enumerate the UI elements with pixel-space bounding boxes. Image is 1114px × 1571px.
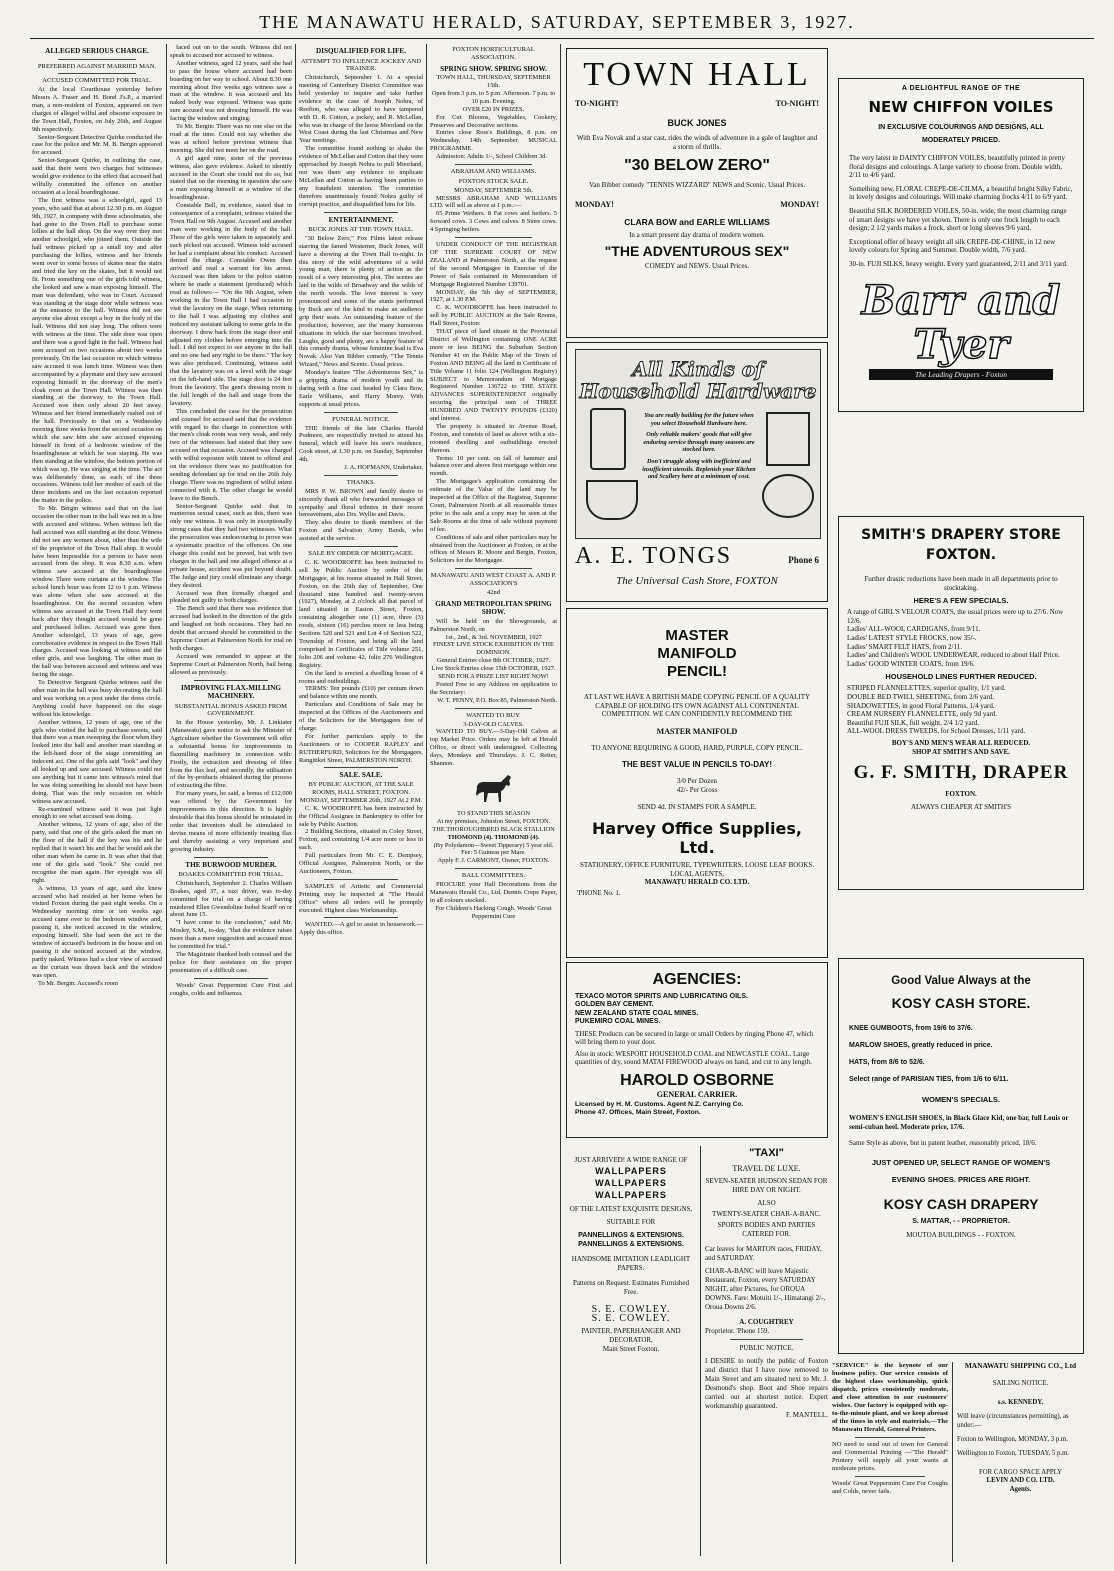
divider xyxy=(324,917,398,918)
divider xyxy=(58,59,136,60)
paragraph: This concluded the case for the prosecution and counsel for accused said that the evidence with regard to the charge in connection with the men's cloak room was very weak, and only two of the witnesses had stated that they saw accused on that occasion. Accused was charged with wilful exposure with intent to offend and on the evidence there was no justification for sending defendant up for trial on the 26th July charge. There was no ingredient of wilful intent connected with it. The other charge he would leave to the Bench. xyxy=(170,407,292,502)
advert-title: FOXTON. xyxy=(925,547,997,563)
subheadline: BUCK JONES AT THE TOWN HALL. xyxy=(308,226,414,233)
film-title: "30 BELOW ZERO" xyxy=(624,157,770,175)
divider xyxy=(855,1437,925,1438)
film-description: In a smart present day drama of modern women. xyxy=(629,230,765,239)
product-description: WOMEN'S ENGLISH SHOES, in Black Glace Kid, one bar, full Louis or semi-cuban heel. Moderate price, 17/6. xyxy=(849,1114,1069,1131)
monday-label: MONDAY! xyxy=(780,199,819,209)
paragraph: To Detective Sergeant Quirke witness said the other man in the hall was busy decorating the hall and was working on a post under the dress circle. Anything could have happened on the stage without his knowledge. xyxy=(32,679,162,718)
paragraph: To Mr. Bergin witness said that on the last occasion the other man in the hall was not in a line with accused and witness. When witness left the hall accused was still standing at the door. Witness did not see any women about, other than the wife of the proprietor of the Town Hall shop. It would have been impossible for a person to have seen accused from the shop. It was 8.30 a.m. when witness saw accused at the boardinghouse window. There were curtains at the window. The school lunch hour was from 12 to 1 p.m. Witness was alone when she saw accused at the boardinghouse. On the second occasion when witness saw accused at the Town Hall they went back after they thought accused would be gone and purchased lollies. Accused was gone then. Another schoolgirl, 13 years of age, gave corroborative evidence in respect to the Town Hall charges. Accused was looking at witness and the other girls, and was laughing. The other man in the hall was between accused and witness and was facing the stage. xyxy=(32,505,162,679)
ship-name: s.s. KENNEDY. xyxy=(997,1398,1044,1406)
special-list xyxy=(847,684,1075,736)
paragraph: Christchurch, September 1. At a special meeting of Canterbury District Committee was held yesterday to inquire and take further evidence in the case of Joseph Nohra, of Reefton, who was alleged to have tampered with D. R. Cotton, a jockey, and R. McLellan, who was in charge of the horse Moorland on the West Coast during the last Christmas and New Year meetings. xyxy=(299,74,423,145)
paragraph: Another witness, 12 years of age, also of the party, said that one of the girls asked the man on the floor of the hall if the key was his and he replied that it wasn't his and that he would ask the other man when he came in. It was after that that one of the girls said "look." She could not recognise the man again. Her eyesight was all right. xyxy=(32,821,162,884)
paragraph: The property is situated in Avenue Road, Foxton, and consists of land as above with a six-roomed dwelling and outbuildings erected thereon. xyxy=(430,422,557,454)
notice-heading: MANAWATU SHIPPING CO., Ltd xyxy=(964,1362,1077,1370)
advert-text: LOCAL AGENTS, xyxy=(670,869,724,878)
divider xyxy=(730,1339,804,1340)
paragraph: C. K. WOODROFFE has been instructed to sell by PUBLIC AUCTION at the Sale Rooms, Hall Street, Foxton: xyxy=(430,304,557,328)
paragraph: "I have come to the conclusion," said Mr. Mosley, S.M., to-day, "that the evidence raises more than a mere suggestion and accused must be committed for trial." xyxy=(170,919,292,951)
paragraph: TERMS: Ten pounds (£10) per centum down and balance within one month. xyxy=(299,685,423,701)
agency-item: TEXACO MOTOR SPIRITS AND LUBRICATING OILS. xyxy=(575,993,748,1000)
advert-title: TOWN HALL xyxy=(583,56,811,93)
illustration-text-line: Don't struggle along with inefficient and insufficient utensils. Replenish your Kitchen and Scullery here at a minimum of cost. xyxy=(642,457,756,481)
taxi-advert xyxy=(700,1146,828,1556)
headline: SPRING SHOW. SPRING SHOW. xyxy=(440,64,547,73)
product-name: MASTER MANIFOLD xyxy=(656,726,738,736)
agencies-advert xyxy=(566,962,828,1138)
product-line: MARLOW SHOES, greatly reduced in price. xyxy=(849,1042,993,1049)
subheadline: PREFERRED AGAINST MARRIED MAN. xyxy=(37,62,157,70)
paragraph: For many years, he said, a bonus of £12,000 was offered by the Government for improvements in this direction. It is highly desirable that this bonus should be reinstated in order that inventors shall be stimulated to devise means of more efficiently treating flax and thereby assisting a very important and growing industry. xyxy=(170,790,292,853)
price: 42/- Per Gross xyxy=(676,785,718,794)
jug-icon xyxy=(590,408,626,470)
paragraph: BY PUBLIC AUCTION, AT THE SALE ROOMS, HALL STREET, FOXTON. xyxy=(308,780,414,796)
advert-text: FOR CARGO SPACE APPLY xyxy=(978,1468,1063,1476)
notice-heading: ABRAHAM AND WILLIAMS. xyxy=(450,168,537,176)
column-divider xyxy=(560,44,561,1564)
advert-text: EVENING SHOES. PRICES ARE RIGHT. xyxy=(891,1174,1031,1184)
divider xyxy=(194,857,267,858)
paragraph: To Mr. Bergin: There was no one else on the road at the time. Could not say whether she was at school before previous witness that morning. She did not meet her on the road. xyxy=(170,123,292,154)
paragraph: A witness, 13 years of age, said she knew accused who had resided at her home when he visited Foxton during the past eight weeks. On a Wednesday morning nine or ten weeks ago accused came over to the bedroom window and, passing it, she noticed accused in the window, exposing himself. She had seen the act in the window of accused's bedroom in the house and on passing it she noticed accused at the window, partly naked. Witness had a clear view of accused as the curtain was drawn back and the window was open. xyxy=(32,884,162,979)
paragraph: "30 Below Zero," Fox Films latest release starring the famed Westerner, Buck Jones, will have a showing at the Town Hall to-night. In this story of the wild adventures of a wild young man, there is plenty of action as the result of a very interesting plot. The scenes are laid in the wilds of Broadway and the wilds of the north woods. The love interest is very pronounced and some of the stunts performed by Buck are of the kind to make an audience grip their seats. An outstanding feature of the production, however, are the many humorous situations in which the star becomes involved. Laughs, good and plenty, are a happy feature of this comedy drama, whose feminine lead is Eva Novak. Also Van Bibber comedy, "The Tennis Wizard," News and Scenic. Usual prices. xyxy=(299,234,423,369)
section-heading: HOUSEHOLD LINES FURTHER REDUCED. xyxy=(885,672,1037,682)
schedule-item: Wellington to Foxton, TUESDAY, 5 p.m. xyxy=(957,1450,1070,1458)
advert-text: SEVEN-SEATER HUDSON SEDAN FOR HIRE DAY OR NIGHT. xyxy=(705,1177,828,1194)
notice-heading: WANTED TO BUY. xyxy=(466,711,521,719)
headline: THE BURWOOD MURDER. xyxy=(185,860,277,869)
store-tagline: The Universal Cash Store, FOXTON xyxy=(616,575,778,587)
list-item: Ladies' LATEST STYLE FROCKS, now 35/-. xyxy=(847,633,977,642)
paragraph: MESSRS ABRAHAM AND WILLIAMS LTD. will sell as above at 1 p.m.:— xyxy=(430,194,557,210)
company-name: KOSY CASH DRAPERY xyxy=(883,1195,1039,1212)
chiffon-voiles-advert xyxy=(838,78,1084,412)
masthead: THE MANAWATU HERALD, SATURDAY, SEPTEMBER 3, 1927. xyxy=(259,12,855,32)
advert-text: AT LAST WE HAVE A BRITISH MADE COPYING PENCIL OF A QUALITY CAPABLE OF HOLDING ITS OWN AGAINST ALL CONTINENTAL COMPETITION. WE CAN CONFIDENTLY RECOMMEND THE xyxy=(583,693,811,719)
headline: GRAND METROPOLITAN SPRING SHOW. xyxy=(435,599,552,617)
paragraph: PROCURE your Hall Decorations from the Manawatu Herald Co., Ltd. Dennis Crepe Paper, in all colours stocked. xyxy=(430,881,557,904)
advert-text: SEND 4d. IN STAMPS FOR A SAMPLE. xyxy=(637,802,757,811)
paragraph: 1st., 2nd., & 3rd. NOVEMBER, 1927 xyxy=(445,633,542,641)
headline: ALLEGED SERIOUS CHARGE. xyxy=(45,47,149,55)
advert-text: Further drastic reductions have been made in all departments prior to stocktaking. xyxy=(864,575,1058,592)
signature: F. MANTELL. xyxy=(785,1411,828,1419)
address: Main Street Foxton. xyxy=(602,1345,660,1353)
notice-heading: MANAWATU AND WEST COAST A. AND P. ASSOCIATION'S xyxy=(430,572,557,588)
paragraph: The first witness was a schoolgirl, aged 13 years, who said that at about 12.30 p.m. on August 9th, 1927, in company with three schoolmates, she had gone to the Town Hall to purchase some lollies at the hall shop. On the way over they met another schoolgirl, who joined them. Outside the hall witness picked up a small toy and after purchasing the lollies, witness and her friends went over to some boxes of skates near the stairs and tried the key on the skates, but it would not fit. From something one of the girls told witness, she looked and saw a man exposing himself. The man was defendant, who was in Court. Accused was standing at the stage door while witness was at the entrance to the hall. Witness did not see anyone else about except a boy in the body of the hall. Witness did not stay long. The others were with witness at the time. The side door was open and there was a good light in the hall. Witness had seen accused on two occasions about two weeks previously. On the last occasion on which witness saw accused it was lunch time. Witness was then accompanied by a playmate and they saw accused exposing himself in the doorway of the men's cloak room at the Town Hall. Witness was then standing at the doorway to the Town Hall. Accused was then only about 20 feet away. Witness and her friend immediately rushed out of the hall. Previously to that on a Wednesday morning three weeks from the second occasion on which she saw him she saw accused exposing himself in front of a bedroom window of the boardinghouse at which he was staying. He was then standing at the window, the bottom portion of which was up. He was singing at the time. The act was deliberately done, as each of the three occasions. Witness told her mother of each of the three incidents and on the last occasion reported the matter to the police. xyxy=(32,196,162,505)
product-description: Same Style as above, but in patent leather, reasonably priced, 18/6. xyxy=(849,1139,1037,1148)
divider xyxy=(324,879,398,880)
advert-title: SMITH'S DRAPERY STORE xyxy=(861,527,1061,543)
advert-text: I DESIRE to notify the public of Foxton and district that I have now removed to Main Street and am situated next to Mr. J. Desmond's shop. Boot and Shoe repairs carried out at shortest notice. Expert workmanship guaranteed. xyxy=(705,1357,828,1410)
divider xyxy=(455,568,531,569)
headline: SALE. SALE. xyxy=(339,771,383,780)
advert-text: Also in stock: WESPORT HOUSEHOLD COAL and NEWCASTLE COAL. Large quantities of dry, sound MATAI FIREWOOD always on hand, and cut to any length. xyxy=(575,1049,812,1067)
paragraph: Senior-Sergeant Quirke said that in numerous sexual cases, such as this, there was only one witness. It was only in exceptionally strong cases that they had two witnesses. What the prosecution was endeavouring to prove was a systematic practice of the offences. On one charge this could not be proved, but with two charges in the hall and one alleged offence at a private house, accident was put beyond doubt. The Judge and jury could eliminate any charge they desired. xyxy=(170,502,292,589)
phone-number: 'PHONE No. 1. xyxy=(577,888,621,897)
paragraph: MONDAY, SEPTEMBER 26th, 1927 At 2 P.M. xyxy=(299,796,423,804)
product-line: HATS, from 8/6 to 52/6. xyxy=(849,1059,925,1066)
paragraph: Woods' Great Peppermint Cure First aid coughs, colds and influenza. xyxy=(170,981,292,997)
divider xyxy=(194,680,267,681)
paragraph: Full particulars from Mr. C. E. Dempsey, Official Assignee, Palmerston North, or the Auctioneers, Foxton. xyxy=(299,852,423,875)
proprietor-name: S. MATTAR, - - PROPRIETOR. xyxy=(912,1217,1010,1225)
wallpapers-advert xyxy=(566,1146,696,1556)
paragraph: A girl aged nine, sister of the previous witness, also gave evidence. Asked to identify accused in the Court she could not do so, but stated that on the morning in question she saw a man exposing himself at a window of the boardinghouse. xyxy=(170,154,292,202)
advert-row xyxy=(575,99,819,108)
advert-slogan: ALWAYS CHEAPER AT SMITH'S xyxy=(910,802,1012,811)
advert-text: ALSO xyxy=(757,1199,776,1207)
agency-item: PUKEMIRO COAL MINES. xyxy=(575,1018,661,1026)
advert-text: THESE Products can be secured in large or small Orders by ringing Phone 47, which will bring them to your door. xyxy=(575,1029,814,1047)
paragraph: To Mr. Bergin: Accused's room xyxy=(38,979,118,987)
advert-slogan: THE BEST VALUE IN PENCILS TO-DAY! xyxy=(621,760,773,770)
paragraph: The Magistrate thanked both counsel and the police for their assistance on the proper presentation of a difficult case. xyxy=(170,950,292,974)
divider xyxy=(855,1476,925,1477)
product-description: The very latest in DAINTY CHIFFON VOILES, beautifully printed in pretty floral designs and colourings. A large variety to choose from. Double width, 2/11 to 4/6 yard. xyxy=(849,154,1065,180)
paragraph: 65 Prime Wethers. 8 Fat cows and heifers. 5 forward cows. 3 Cows and calves. 8 Store cows. 4 Springing heifers. xyxy=(430,210,557,234)
advert-text: SAILING NOTICE. xyxy=(992,1380,1049,1388)
paragraph: The Mortgagee's application containing the estimate of the Value of the land may be inspected at the Office of the Registrar, Supreme Court, Palmerston North at all reasonable times prior to the sale and a copy may be seen at the Sale Rooms at the time of sale without payment of fee. xyxy=(430,478,557,533)
paragraph: C. K. WOODROFFE has been instructed by the Official Assignee in Bankruptcy to offer for sale by Public Auction. xyxy=(299,804,423,828)
paragraph: Senior-Sergeant Detective Quirke conducted the case for the police and Mr. M. B. Bergin appeared for accused. xyxy=(32,133,162,157)
notice-heading: THANKS. xyxy=(346,478,376,486)
paragraph: MONDAY, the 5th day of SEPTEMBER, 1927, at 1.30 P.M. xyxy=(430,288,557,304)
town-hall-advert xyxy=(566,48,828,338)
barr-and-tyer-logo xyxy=(855,276,1067,379)
star-name: CLARA BOW and EARLE WILLIAMS xyxy=(624,216,770,227)
advert-text: Patterns on Request. Estimates Furnished Free. xyxy=(572,1279,690,1296)
star-name: BUCK JONES xyxy=(667,118,727,128)
paragraph: Senior-Sergeant Quirke, in outlining the case, said that there were two charges but witnesses would give evidence to the effect that accused had wilfully committed the offence on another occasion at a local boardinghouse. xyxy=(32,157,162,196)
paragraph: Constable Bell, in evidence, stated that in consequence of a complaint, witness visited the Town Hall on 9th August. Accused and another man were working in the body of the hall. Three of the girls were taken in separately and each picked out accused. Witness told accused he had a complaint about his conduct. Accused denied the charge. Constable Owen then arrived and read a warrant for his arrest. Accused was then taken to the police station where he made a statement (produced) which read as follows:— "On the 9th August, when working in the Town Hall I had occasion to visit the lavatory on the stage. When returning to the hall I was adjusting my clothes and noticed my assistant talking to some girls in the doorway. I drew back from the stage door and adjusted my clothes before emerging into the hall. I did not expect to see anyone in the hall and no one had any right to be there." The key was also produced. Continuing, witness said that the lavatory was on a level with the stage on the left-hand side. The stage door is 24 feet from the lavatory. The gent's dressing room is the full length of the hall and stage from the lavatory. xyxy=(170,202,292,407)
supporting-programme: COMEDY and NEWS. Usual Prices. xyxy=(645,262,749,271)
product-description: Something new, FLORAL CREPE-DE-CILMA, a beautiful bright Silky Fabric, in lovely designs and colourings. Will make charming frocks 4/11 to 6/9 yard. xyxy=(849,184,1073,202)
notice-heading: FUNERAL NOTICE. xyxy=(332,415,390,423)
smiths-drapery-advert xyxy=(838,516,1084,890)
advert-text: IN EXCLUSIVE COLOURINGS AND DESIGNS, ALL xyxy=(878,124,1044,131)
film-description: With Eva Novak and a star cast, rides the winds of adventure in a gale of laughter and a storm of thrills. xyxy=(576,134,818,151)
paragraph: Christchurch, September 2. Charles William Boakes, aged 37, a taxi driver, was to-day committed for trial on a charge of having murdered Ellen Gwendoline Isobel Scarff on or about June 15. xyxy=(170,879,292,919)
article-column-2 xyxy=(170,44,292,1564)
product-description: Exceptional offer of heavy weight all silk CREPE-DE-CHINE, in 12 new lovely colours for Spring and Summer. Double width, 7/6 yard. xyxy=(849,237,1056,255)
store-name: A. E. TONGS xyxy=(575,543,733,569)
product-line: KNEE GUMBOOTS, from 19/6 to 37/6. xyxy=(849,1025,973,1032)
divider xyxy=(455,237,531,238)
divider xyxy=(455,708,531,709)
article-column-4 xyxy=(430,44,557,1564)
paragraph: UNDER CONDUCT OF THE REGISTRAR OF THE SUPREME COURT OF NEW ZEALAND at Palmerston North, at the request of the second Mortgagee in Exercise of the Power of Sale contained in Memorandum of Mortgage Registered Number 139701. xyxy=(430,241,557,288)
divider xyxy=(324,212,398,213)
list-item: STRIPED FLANNELETTES, superior quality, 1/1 yard. xyxy=(847,684,1006,693)
paragraph: Entries close Ross's Buildings, 8 p.m. on Wednesday, 14th September. MUSICAL PROGRAMME. xyxy=(430,129,557,153)
product-name: WALLPAPERS xyxy=(595,1166,667,1176)
schedule-item: Foxton to Wellington, MONDAY, 3 p.m. xyxy=(957,1436,1068,1444)
column-divider xyxy=(166,44,167,1564)
divider xyxy=(324,546,398,547)
divider xyxy=(455,868,531,869)
special-list xyxy=(847,608,1075,668)
list-item: DOUBLE BED TWILL SHEETING, from 2/6 yard. xyxy=(847,692,994,701)
proprietor-name: A. COUGHTREY xyxy=(739,1318,794,1326)
paragraph: THAT piece of land situate in the Provincial District of Wellington containing ONE ACRE more or less BEING the Suburban Section Number 41 on the Public Map of the Town of Foxton AND BEING all the land in Certificate of Title Volume 11 folio 124 (Wellington Registry) SUBJECT to Memorandum of Mortgage Registered Number 136722 to THE STATE ADVANCES SUPERINTENDENT originally securing the principal sum of THREE HUNDRED AND TWENTY POUNDS (£320) and interest. xyxy=(430,328,557,423)
product-name: PANNELLINGS & EXTENSIONS. xyxy=(578,1232,684,1239)
paragraph: 2 Building Sections, situated in Coley Street, Foxton, and containing 1/4 acre more or less in each. xyxy=(299,828,423,852)
paragraph: THOMOND (4). THOMOND (4). xyxy=(447,833,540,841)
advert-text: NO need to send out of town for General and Commercial Printing —"The Herald" Printery will supply all your wants at moderate prices. xyxy=(832,1441,948,1472)
advert-text: TWENTY-SEATER CHAR-A-BANC. xyxy=(712,1210,821,1218)
divider xyxy=(455,164,531,165)
divider xyxy=(324,412,398,413)
paragraph: Another witness, aged 12 years, said she had to pass the house where accused had been boarding on her way to school. About 8.30 one morning about five weeks ago witness saw a man at the window. It was accused and his naked body was exposed. Witness was quite sure accused was not dressing himself. He was facing the window and singing. xyxy=(170,59,292,123)
advert-text: SPORTS BODIES AND PARTIES CATERED FOR. xyxy=(717,1221,816,1238)
list-item: SHADOWETTES, in good Floral Patterns, 1/4 yard. xyxy=(847,701,995,710)
paragraph: On the land is erected a dwelling house of 4 rooms and outbuildings. xyxy=(299,669,423,685)
product-description: Beautiful SILK BORDERED VOILES, 50-in. wide, the most charming range of smart designs we have yet shown. There is only one frock length to each design; 2 1/2 yards makes a frock, short or long sleeves 9/6 yard. xyxy=(849,206,1067,233)
advert-text: Licensed by H. M. Customs. Agent N.Z. Carrying Co. xyxy=(575,1101,744,1108)
advert-title: MASTER MANIFOLD PENCIL! xyxy=(657,627,737,680)
company-name: S. E. COWLEY. xyxy=(591,1304,671,1315)
paragraph: Live Stock Entries close 15th OCTOBER, 1927. xyxy=(431,665,556,673)
advert-title: "TAXI" xyxy=(749,1147,784,1159)
paragraph: FINEST LIVE STOCK EXHIBITION IN THE DOMINION. xyxy=(433,641,554,657)
advert-title: KOSY CASH STORE. xyxy=(891,995,1031,1011)
section-heading: HERE'S A FEW SPECIALS. xyxy=(913,596,1009,606)
advert-text: SUITABLE FOR xyxy=(606,1218,656,1226)
supporting-programme: Van Bibber comedy "TENNIS WIZZARD" NEWS and Scenic. Usual Prices. xyxy=(588,181,806,190)
signature: W. T. PENNY, P.O. Box 85, Palmerston North. xyxy=(437,696,557,704)
advert-slogan: SHOP AT SMITH'S AND SAVE. xyxy=(912,747,1010,756)
agency-item: NEW ZEALAND STATE COAL MINES. xyxy=(575,1009,699,1017)
company-subtitle: GENERAL CARRIER. xyxy=(656,1090,738,1099)
paragraph: Apply F. J. CARMONT, Owner, FOXTON. xyxy=(437,857,550,865)
agency-list xyxy=(575,993,819,1027)
advert-text: MODERATELY PRICED. xyxy=(921,137,1001,144)
paragraph: SAMPLES of Artistic and Commercial Printing may be inspected at "The Herald Office" where all orders will be promptly executed. Highest class Workmanship. xyxy=(299,882,423,914)
paragraph: Accused was then formally charged and pleaded not guilty to both charges. xyxy=(170,589,292,605)
paragraph: Monday's feature "The Adventurous Sex," is a gripping drama of modern youth and its daring with a fine cast headed by Clara Bow, Earle Williams, and Harry Morey. With supports at usual prices. xyxy=(299,369,423,408)
shipping-notice xyxy=(952,1362,1084,1562)
film-title: "THE ADVENTUROUS SEX" xyxy=(604,243,790,260)
paragraph: Admission: Adults 1/-, School Children 3d. xyxy=(436,153,547,161)
paragraph: For further particulars apply to the Auctioneers or to COOPER RAPLEY and RUTHERFURD, Solicitors for the Mortgagees, Rangitikei Street, PALMERSTON NORTH. xyxy=(299,732,423,764)
company-name: Harvey Office Supplies, Ltd. xyxy=(592,819,802,858)
paragraph: Will be held on the Showgrounds, at Palmerston North, on xyxy=(430,617,557,633)
illustration-text-line: You are really building for the future when you select Household Hardware here. xyxy=(644,412,754,427)
address: FOXTON. xyxy=(945,790,977,799)
paragraph: Another witness, 12 years of age, one of the girls who visited the hall to purchase sweets, said that there was a man sweeping the floor when they looked into the hall and another man standing at the left-hand door of the stage committing an indecent act. One of the girls said "look" and they all looked up and saw accused. Witness could not see anything but it came into witness's mind that he was doing something he should not have been doing. That was the only occasion on which witness saw accused. xyxy=(32,718,162,805)
kosy-cash-store-advert xyxy=(838,958,1084,1354)
paragraph: Fee: 5 Guineas per Mare. xyxy=(461,849,526,857)
paragraph: faced out on to the south. Witness did not speak to accused nor accused to witness. xyxy=(170,44,292,59)
company-name: G. F. SMITH, DRAPER xyxy=(853,762,1069,784)
article-column-1 xyxy=(32,44,162,1564)
paragraph: For Children's Hacking Cough. Woods' Great Peppermint Cure xyxy=(435,904,552,920)
paragraph: THE THOROUGHBRED BLACK STALLION xyxy=(432,825,555,833)
list-item: CREAM NURSERY FLANNELETTE, only 9d yard. xyxy=(847,710,998,719)
advert-title: Good Value Always at the xyxy=(891,975,1031,987)
paragraph: Particulars and Conditions of Sale may be inspected at the Offices of the Auctioneers and of the Solicitors for the Mortgagees free of charge. xyxy=(299,701,423,732)
notice-heading: BALL COMMITTEES. xyxy=(461,872,526,880)
headline: IMPROVING FLAX-MILLING MACHINERY. xyxy=(180,683,282,700)
paragraph: SEND FOR A PRIZE LIST RIGHT NOW! xyxy=(438,673,549,681)
subheadline: ATTEMPT TO INFLUENCE JOCKEY AND TRAINER. xyxy=(300,57,422,73)
paragraph: Terms: 10 per cent. on fall of hammer and balance over and above first mortgage within one month. xyxy=(430,454,557,478)
divider xyxy=(324,767,398,768)
paragraph: Open from 3 p.m. to 5 p.m. Afternoon. 7 p.m. to 10 p.m. Evening. xyxy=(431,89,556,105)
advert-row xyxy=(575,200,819,209)
list-item: Ladies' and Children's WOOL UNDERWEAR, reduced to about Half Price. xyxy=(847,651,1060,660)
product-name: PANNELLINGS & EXTENSIONS. xyxy=(578,1241,684,1248)
advert-text: BOY'S AND MEN'S WEAR ALL REDUCED. xyxy=(891,738,1031,747)
paragraph: C. K. WOODROFFE has been instructed to sell by Public Auction by order of the Mortgagee, at his rooms situated in Hall Street, Foxton, on the 26th day of September, One thousand nine hundred and twenty-seven (1927), Monday, at 2 o'clock all that parcel of land situated in Easton Street, Foxton, containing altogether one (1) acre, three (3) roods, sixteen (16) perches more or less being Sections 520 and 521 and Lot 4 of Section 522, Township of Foxton, and being all the land comprised in Certificates of Title volume 251, folio 206 and volume 42, folio 276 Wellington Registry. xyxy=(299,558,423,669)
divider xyxy=(194,978,267,979)
advert-title: NEW CHIFFON VOILES xyxy=(868,98,1054,116)
divider xyxy=(324,475,398,476)
product-line: Select range of PARISIAN TIES, from 1/6 to 6/11. xyxy=(849,1076,1009,1083)
notice-heading: SALE BY ORDER OF MORTGAGEE. xyxy=(308,550,414,558)
product-name: WALLPAPERS xyxy=(595,1178,667,1188)
tonight-label: TO-NIGHT! xyxy=(575,99,619,108)
printing-service-notice xyxy=(832,1362,948,1562)
advert-text: "SERVICE" is the keynote of our business policy. Our service consists of the highest class workmanship, quick dispatch, prices consistently moderate, and close attention to our customers' wishes. Our factory is equipped with up-to-the-minute plant, and we keep abreast of the times in style and materials.—The Manawatu Herald, General Printers. xyxy=(832,1362,948,1433)
kettle-icon xyxy=(762,474,814,518)
illustration-title: All Kinds of Household Hardware xyxy=(579,357,817,403)
subheadline: SUBSTANTIAL BONUS ASKED FROM GOVERNMENT. xyxy=(175,702,287,718)
paragraph: 3-DAY-OLD CALVES. xyxy=(463,720,524,728)
paragraph: THE friends of the late Charles Harold Podmore, are respectfully invited to attend his funeral, which will leave his son's residence, Cook street, at 1.30 p.m. on Sunday, September 4th. xyxy=(299,424,423,464)
paragraph: (By Polydamon—Sweet Tipperary) 5 year old. xyxy=(433,841,554,849)
advert-text: OF THE LATEST EXQUISITE DESIGNS, xyxy=(569,1205,693,1213)
agent-name: MANAWATU HERALD CO. LTD. xyxy=(644,878,750,887)
paragraph: OVER £20 IN PRIZES. xyxy=(462,105,525,113)
paragraph: WANTED TO BUY.—3-Day-Old Calves at top Market Price. Orders may be left at Herald Office, or direct with undersigned. Collecting days, Mondays and Thursdays. J. C. Retter, Shannon. xyxy=(430,728,557,768)
headline: DISQUALIFIED FOR LIFE. xyxy=(315,47,407,55)
list-item: ALL-WOOL DRESS TWEEDS, for School Dresses, 1/11 yard. xyxy=(847,727,1026,736)
product-description: 30-in. FUJI SILKS, heavy weight. Every yard guaranteed, 2/11 and 3/11 yard. xyxy=(849,259,1068,268)
monday-label: MONDAY! xyxy=(575,199,614,209)
list-item: A range of GIRL'S VELOUR COATS, the usual prices were up to 27/6. Now 12/6. xyxy=(847,608,1064,625)
advert-text: Will leave (circumstances permitting), as under:— xyxy=(957,1413,1069,1429)
notice-heading: FOXTON STOCK SALE. xyxy=(458,177,529,185)
hardware-illustration xyxy=(575,349,821,539)
phone-number: Phone 6 xyxy=(788,555,819,565)
advert-text: CHAR-A-BANC will leave Majestic Restaurant, Foxton, every SATURDAY NIGHT, after Pictures, for OROUA DOWNS. Fare: Motuiti 1/-, Himatangi 2/-, Oroua Downs 2/6. xyxy=(705,1267,826,1311)
paragraph: MONDAY, SEPTEMBER 5th. xyxy=(454,186,533,194)
list-item: Ladies' SMART FELT HATS, from 2/11. xyxy=(847,642,962,651)
subheadline: ACCUSED COMMITTED FOR TRIAL. xyxy=(42,77,152,85)
horse-icon xyxy=(471,772,517,806)
advert-subtitle: TRAVEL DE LUXE. xyxy=(732,1164,801,1173)
advert-text: Proprietor. 'Phone 159. xyxy=(705,1327,770,1335)
paragraph: At the local Courthouse yesterday before Messrs A. Fraser and H. Bond J's.P., a married man, a non-resident of Foxton, appeared on two charges of alleged wilful and obscene exposure in the Town Hall, Foxton, on July 26th, and August 9th respectively. xyxy=(32,86,162,133)
paragraph: General Entries close 8th OCTOBER, 1927. xyxy=(436,657,551,665)
paragraph: Re-examined witness said it was just light enough to see what accused was doing. xyxy=(32,805,162,821)
company-name: HAROLD OSBORNE xyxy=(620,1072,774,1089)
list-item: Ladies' GOOD WINTER COATS, from 19/6. xyxy=(847,659,975,668)
product-name: WALLPAPERS xyxy=(595,1190,667,1200)
advert-text: STATIONERY, OFFICE FURNITURE, TYPEWRITERS, LOOSE LEAF BOOKS. xyxy=(579,861,815,870)
headline: ENTERTAINMENT. xyxy=(328,215,394,224)
price: 3/0 Per Dozen xyxy=(676,777,718,786)
paragraph: The Bench said that there was evidence that accused had looked in the direction of the girls and laughed on both occasions. They had no doubt that accused should be committed to the Supreme Court at Palmerston North for trial on both charges. xyxy=(170,605,292,652)
column-divider xyxy=(295,44,296,1564)
section-heading: WOMEN'S SPECIALS. xyxy=(921,1095,1001,1104)
advert-text: JUST OPENED UP, SELECT RANGE OF WOMEN'S xyxy=(871,1157,1051,1167)
paragraph: WANTED.—A girl to assist in housework.—Apply this office. xyxy=(299,921,423,937)
logo-text: Barr and Tyer xyxy=(861,276,1061,368)
paragraph: In the House yesterday, Mr. J. Linkiater (Manawatu) gave notice to ask the Minister of Agriculture whether the Government will offer a substantial bonus for improvements in flaxmilling machinery in connection with: Firstly, the extraction and dressing of fibre from the flax leaf, and secondly, the utilisation of the by-products obtained during the process of extracting the fibre. xyxy=(170,719,292,790)
company-name: S. E. COWLEY. xyxy=(591,1313,671,1324)
masthead-rule xyxy=(30,38,1094,39)
paragraph: Posted Free to any Address on application to the Secretary: xyxy=(430,681,557,696)
advert-title: AGENCIES: xyxy=(652,971,742,988)
illustration-text-line: Only reliable makers' goods that will give enduring service through many seasons are stocked here. xyxy=(643,431,755,454)
pencil-advert xyxy=(566,608,828,958)
paragraph: TOWN HALL, THURSDAY, SEPTEMBER 15th. xyxy=(436,74,551,89)
paragraph: For Cut Blooms, Vegetables, Cookery, Preserves and Decorative sections. xyxy=(430,113,557,129)
article-column-3 xyxy=(299,44,423,1564)
list-item: Ladies' ALL-WOOL CARDIGANS, from 9/11. xyxy=(847,625,981,634)
advert-text: HANDSOME IMITATION LEADLIGHT PAPERS. xyxy=(571,1255,691,1272)
paragraph: 42nd xyxy=(487,588,500,596)
advert-text: Car leaves for MARTON races, FRIDAY, and SATURDAY. xyxy=(705,1245,822,1262)
hardware-advert xyxy=(566,342,828,602)
advert-text: Agents. xyxy=(1009,1485,1032,1493)
illustration-text xyxy=(640,412,758,481)
tonight-label: TO-NIGHT! xyxy=(775,99,819,108)
signature: J. A. HOFMANN, Undertaker. xyxy=(344,464,423,472)
advert-text: A DELIGHTFUL RANGE OF THE xyxy=(901,85,1021,92)
agent-name: LEVIN AND CO. LTD. xyxy=(986,1477,1055,1485)
paragraph: Accused was remanded to appear at the Supreme Court at Palmerston North, bail being allowed as previously. xyxy=(170,652,292,676)
paragraph: MRS P. W. BROWN and family desire to sincerely thank all who forwarded messages of sympathy and floral tributes in their recent bereavement, also Drs. Wyllie and Davis. xyxy=(299,487,423,519)
advert-text: PAINTER, PAPERHANGER AND DECORATOR, xyxy=(581,1327,681,1344)
paragraph: They also desire to thank members of the Foxton and Salvation Army Bands, who assisted at the service. xyxy=(299,519,423,543)
subheadline: BOAKES COMMITTED FOR TRIAL. xyxy=(178,871,284,878)
agency-item: GOLDEN BAY CEMENT. xyxy=(575,1001,654,1009)
paragraph: At my premises, Johnston Street, FOXTON. xyxy=(436,817,551,825)
paragraph: Conditions of sale and other particulars may be obtained from the Auctioneer at Foxton, or at the offices of Messrs R. Moore and Bergin, Foxton, Solicitors for the Mortgagee. xyxy=(430,533,557,565)
advert-text: JUST ARRIVED! A WIDE RANGE OF xyxy=(574,1156,688,1164)
column-divider xyxy=(426,44,427,1564)
notice-heading: PUBLIC NOTICE. xyxy=(739,1344,794,1352)
address: MOUTOA BUILDINGS - - FOXTON. xyxy=(906,1230,1016,1239)
bucket-icon xyxy=(766,412,810,466)
store-name-row xyxy=(575,543,819,570)
logo-subtitle: The Leading Drapers - Foxton xyxy=(869,369,1053,380)
advert-text: Phone 47. Offices, Main Street, Foxton. xyxy=(575,1109,701,1116)
list-item: Beautiful FUJI SILK, full weight, 2/4 1/2 yard. xyxy=(847,718,980,727)
basin-icon xyxy=(586,480,638,520)
advert-text: TO ANYONE REQUIRING A GOOD, HARD, PURPLE, COPY PENCIL. xyxy=(591,743,803,752)
advert-text: Woods' Great Peppermint Cure For Coughs and Colds, never fails. xyxy=(832,1480,948,1495)
paragraph: TO STAND THIS SEASON xyxy=(457,809,530,817)
divider xyxy=(58,73,136,74)
notice-heading: FOXTON HORTICULTURAL ASSOCIATION. xyxy=(452,46,535,61)
paragraph: The committee found nothing to shake the evidence of McLellan and Cotton that they were approached by Joseph Nohra to pull Moorland, nor was there any evidence to implicate McLellan and Cotton as having been parties to any fraudulent intention. The committee therefore unanimously found Nohra guilty of corrupt practice, and disqualified him for life. xyxy=(299,145,423,208)
